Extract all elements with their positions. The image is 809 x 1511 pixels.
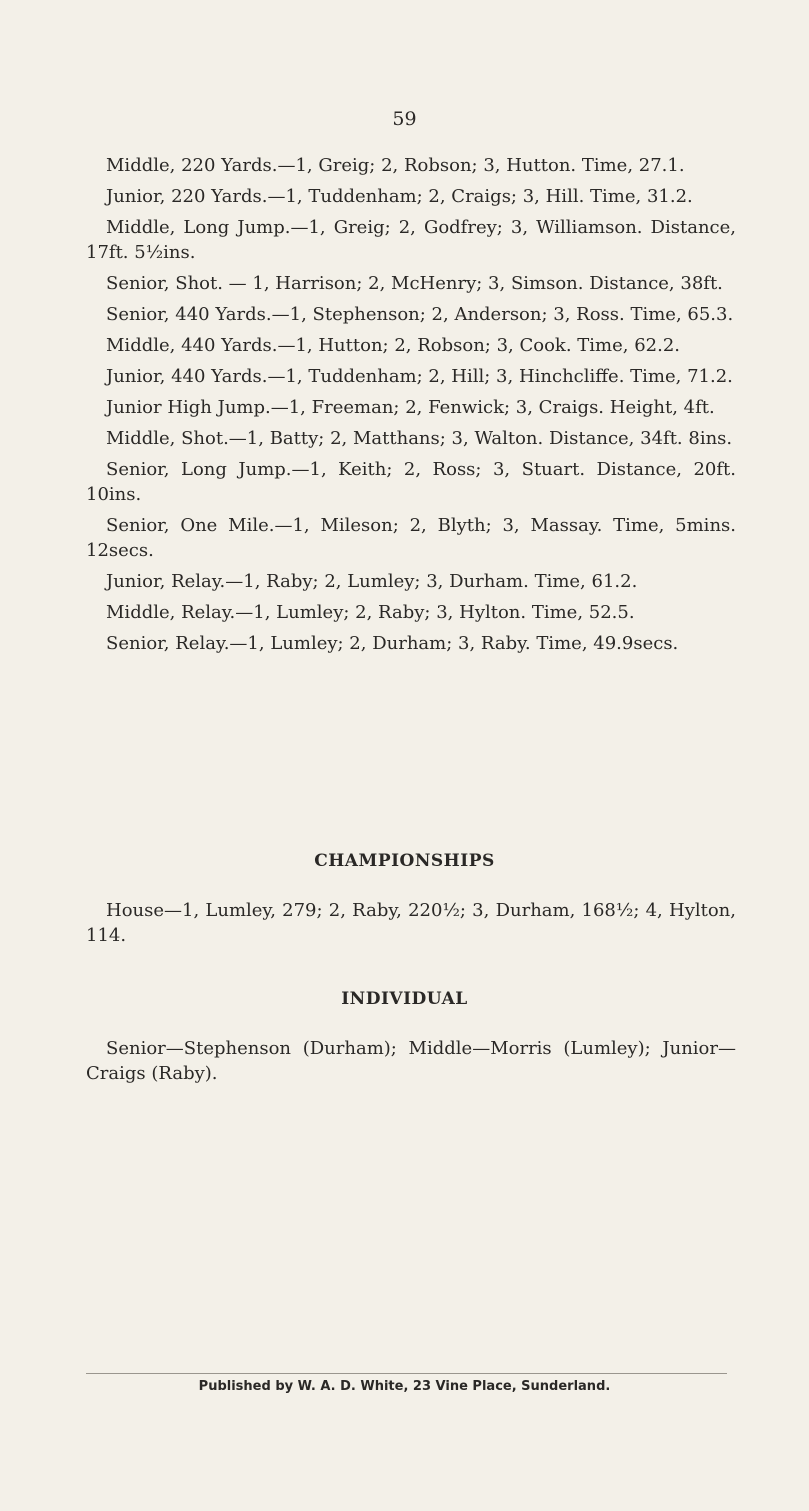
result-item: Junior, 440 Yards.—1, Tuddenham; 2, Hill; 3, Hinchcliffe. Time, 71.2. [106, 366, 733, 387]
result-item: Middle, Long Jump.—1, Greig; 2, Godfrey; 3, Williamson. Distance, 17ft. 5½ins. [86, 217, 736, 263]
page-number: 59 [392, 108, 417, 130]
championships-text: House—1, Lumley, 279; 2, Raby, 220½; 3, Durham, 168½; 4, Hylton, 114. [86, 900, 736, 946]
result-item: Middle, 220 Yards.—1, Greig; 2, Robson; 3, Hutton. Time, 27.1. [106, 155, 685, 176]
individual-text: Senior—Stephenson (Durham); Middle—Morris (Lumley); Junior—Craigs (Raby). [86, 1038, 736, 1084]
result-item: Junior High Jump.—1, Freeman; 2, Fenwick; 3, Craigs. Height, 4ft. [106, 397, 715, 418]
result-item: Senior, One Mile.—1, Mileson; 2, Blyth; 3, Massay. Time, 5mins. 12secs. [86, 515, 736, 561]
result-item: Senior, Long Jump.—1, Keith; 2, Ross; 3, Stuart. Distance, 20ft. 10ins. [86, 459, 736, 505]
result-item: Middle, 440 Yards.—1, Hutton; 2, Robson; 3, Cook. Time, 62.2. [106, 335, 681, 356]
result-item: Senior, Relay.—1, Lumley; 2, Durham; 3, Raby. Time, 49.9secs. [106, 633, 679, 654]
results-list [86, 153, 736, 662]
result-item: Middle, Shot.—1, Batty; 2, Matthans; 3, Walton. Distance, 34ft. 8ins. [106, 428, 733, 449]
individual-heading: INDIVIDUAL [341, 989, 468, 1009]
result-item: Senior, Shot. — 1, Harrison; 2, McHenry; 3, Simson. Distance, 38ft. [106, 273, 723, 294]
result-item: Middle, Relay.—1, Lumley; 2, Raby; 3, Hylton. Time, 52.5. [106, 602, 635, 623]
result-item: Senior, 440 Yards.—1, Stephenson; 2, Anderson; 3, Ross. Time, 65.3. [106, 304, 734, 325]
result-item: Junior, Relay.—1, Raby; 2, Lumley; 3, Durham. Time, 61.2. [106, 571, 638, 592]
championships-heading: CHAMPIONSHIPS [314, 851, 495, 871]
publisher-footer: Published by W. A. D. White, 23 Vine Place, Sunderland. [198, 1379, 611, 1394]
footer-rule [86, 1373, 727, 1374]
result-item: Junior, 220 Yards.—1, Tuddenham; 2, Craigs; 3, Hill. Time, 31.2. [106, 186, 693, 207]
